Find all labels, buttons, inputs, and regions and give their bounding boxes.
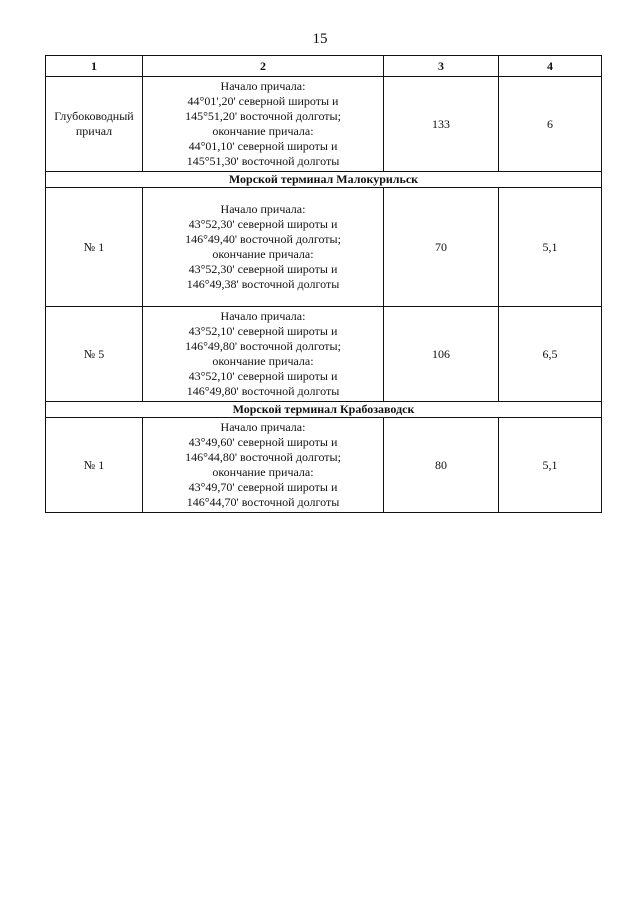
- berth-name-line: Глубоководный: [54, 109, 134, 123]
- coord-line: окончание причала:: [212, 465, 314, 479]
- section-row: [46, 402, 602, 418]
- coord-line: 43°52,30' северной широты и: [188, 217, 338, 231]
- coord-line: окончание причала:: [212, 354, 314, 368]
- section-row: [46, 172, 602, 188]
- berth-coordinates-cell: [143, 188, 384, 307]
- table-row: [46, 77, 602, 172]
- berth-coordinates-cell: [143, 418, 384, 513]
- berth-depth-cell: 5,1: [499, 188, 602, 307]
- coord-line: 145°51,20' восточной долготы;: [185, 109, 341, 123]
- coord-line: 146°49,80' восточной долготы: [186, 384, 340, 398]
- berth-depth-cell: 6: [499, 77, 602, 172]
- coord-line: Начало причала:: [220, 420, 306, 434]
- berth-depth-cell: 6,5: [499, 307, 602, 402]
- berth-length-cell: 133: [384, 77, 499, 172]
- column-header-3: 3: [384, 56, 499, 77]
- berth-name-cell: [46, 77, 143, 172]
- coord-line: 146°49,38' восточной долготы: [186, 277, 340, 291]
- berth-name-line: № 1: [83, 239, 105, 254]
- coord-line: 146°44,80' восточной долготы;: [185, 450, 341, 464]
- berth-name-cell: [46, 418, 143, 513]
- table-row: [46, 307, 602, 402]
- coord-line: 43°52,30' северной широты и: [188, 262, 338, 276]
- coord-line: 43°49,60' северной широты и: [188, 435, 338, 449]
- coord-line: 43°52,10' северной широты и: [188, 369, 338, 383]
- berth-name-line: № 1: [83, 457, 105, 472]
- berth-coordinates-cell: [143, 307, 384, 402]
- coord-line: 145°51,30' восточной долготы: [186, 154, 340, 168]
- coord-line: окончание причала:: [212, 247, 314, 261]
- berth-name-cell: [46, 307, 143, 402]
- table-row: [46, 188, 602, 307]
- berths-table: [45, 55, 602, 513]
- berth-name-cell: [46, 188, 143, 307]
- page-number: 15: [312, 31, 328, 47]
- berth-name-line: № 5: [83, 346, 105, 361]
- column-header-2: 2: [143, 56, 384, 77]
- table-header-row: [46, 56, 602, 77]
- berth-length-cell: 106: [384, 307, 499, 402]
- coord-line: 146°44,70' восточной долготы: [186, 495, 340, 509]
- coord-line: Начало причала:: [220, 309, 306, 323]
- coord-line: окончание причала:: [212, 124, 314, 138]
- berth-length-cell: 70: [384, 188, 499, 307]
- section-title: Морской терминал Малокурильск: [46, 172, 602, 188]
- coord-line: 44°01,10' северной широты и: [188, 139, 338, 153]
- berth-coordinates-cell: [143, 77, 384, 172]
- coord-line: 146°49,40' восточной долготы;: [185, 232, 341, 246]
- section-title: Морской терминал Крабозаводск: [46, 402, 602, 418]
- coord-line: 43°52,10' северной широты и: [188, 324, 338, 338]
- coord-line: 44°01',20' северной широты и: [187, 94, 339, 108]
- coord-line: 43°49,70' северной широты и: [188, 480, 338, 494]
- coord-line: 146°49,80' восточной долготы;: [185, 339, 341, 353]
- column-header-4: 4: [499, 56, 602, 77]
- table-row: [46, 418, 602, 513]
- column-header-1: 1: [46, 56, 143, 77]
- berth-depth-cell: 5,1: [499, 418, 602, 513]
- coord-line: Начало причала:: [220, 202, 306, 216]
- berth-name-line: причал: [75, 124, 113, 138]
- berth-length-cell: 80: [384, 418, 499, 513]
- coord-line: Начало причала:: [220, 79, 306, 93]
